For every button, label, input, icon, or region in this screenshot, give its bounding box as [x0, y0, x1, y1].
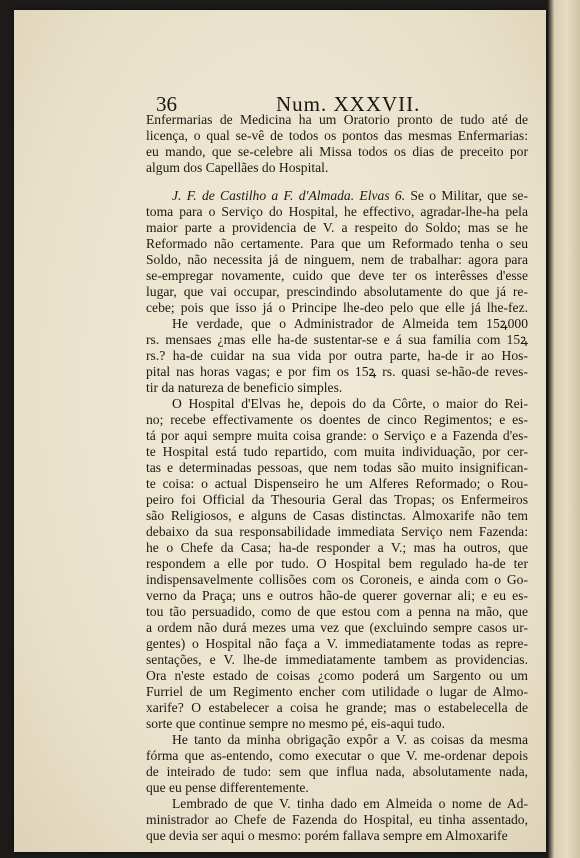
text-line: debaixo da sua responsabilidade immediata Serviço nem Fazenda:	[146, 524, 528, 539]
text-line: sentações, e V. lhe-de immediatamente tambem as providencias.	[146, 652, 528, 667]
text-line: J. F. de Castilho a F. d'Almada. Elvas 6. Se o Militar, que se-	[172, 188, 528, 203]
text-line: que eu pense differentemente.	[146, 780, 309, 795]
paragraph-gap	[146, 176, 528, 188]
text-line: lugar, que vai occupar, prescindindo absolutamente do que já re-	[146, 284, 528, 299]
text-line: O Hospital d'Elvas he, depois do da Côrte, o maior do Rei-	[172, 396, 528, 411]
text-line: indispensavelmente collisões com os Coroneis, e ainda com o Go-	[146, 572, 528, 587]
text-line: He tanto da minha obrigação expôr a V. as coisas da mesma	[172, 732, 528, 747]
text-line: maior parte a providencia de V. a respeito do Soldo; mas se he	[146, 220, 528, 235]
text-line: verno da Praça; uns e outros hão-de querer governar ali; e eu es-	[146, 588, 528, 603]
text-line: Furriel de um Regimento encher com utilidade o lugar de Almo-	[146, 684, 528, 699]
running-head: Num. XXXVII.	[276, 92, 421, 116]
text-line: no; recebe effectivamente os doentes de cinco Regimentos; e es-	[146, 412, 528, 427]
text-line: eu mando, que se-celebre ali Missa todos os dias de preceito por	[146, 144, 528, 159]
text-line: rs.? ha-de cuidar na sua vida por outra parte, ha-de ir ao Hos-	[146, 348, 528, 363]
text-line: He verdade, que o Administrador de Almeida tem 15ꝝ000	[172, 316, 528, 331]
text-line: te Hospital está tudo repartido, com muita individuação, por cer-	[146, 444, 528, 459]
text-line: fórma que as-entendo, como executar o que V. me-ordenar depois	[146, 748, 528, 763]
text-line: rs. mensaes ¿mas elle ha-de sustentar-se e á sua familia com 15ꝝ	[146, 332, 528, 347]
text-line: Soldo, não necessita já de ninguem, nem de trabalhar: agora para	[146, 252, 528, 267]
text-line: tas e determinadas pessoas, que nem todas são muito insignifican-	[146, 460, 528, 475]
text-line: pital nas horas vagas; e por fim os 15ꝝ rs. quasi se-hão-de reves-	[146, 364, 528, 379]
text-line: se-empregar novamente, cuido que deve ter os interêsses d'esse	[146, 268, 528, 283]
text-line: a ordem não durá mezes uma vez que (excluindo sempre casos ur-	[146, 620, 528, 635]
text-line: sorte que continue sempre no mesmo pé, eis-aqui tudo.	[146, 716, 445, 731]
text-line: ministrador ao Chefe de Fazenda do Hospital, eu tinha assentado,	[146, 812, 528, 827]
adjacent-page-edge	[548, 0, 580, 858]
text-line: he o Chefe da Casa; ha-de responder a V.; mas ha outros, que	[146, 540, 528, 555]
text-line: tir da natureza de beneficio simples.	[146, 380, 343, 395]
text-line: tá por aqui sempre muita coisa grande: o Serviço e a Fazenda d'es-	[146, 428, 528, 443]
text-line: são Religiosos, e alguns de Casas distinctas. Almoxarife não tem	[146, 508, 528, 523]
text-line: cebe; pois que isso já o Principe lhe-deo pelo que elle já lhe-fez.	[146, 300, 528, 315]
text-line: que devia ser aqui o mesmo: porém fallava sempre em Almoxarife	[146, 828, 508, 843]
text-line: te coisa: o actual Dispenseiro he um Alferes Reformado; o Rou-	[146, 476, 528, 491]
page-number: 36	[156, 92, 177, 116]
body-text	[146, 112, 528, 844]
text-line: toma para o Serviço do Hospital, he effectivo, agradar-lhe-ha pela	[146, 204, 528, 219]
text-line: peiro foi Official da Thesouria Geral das Tropas; os Enfermeiros	[146, 492, 528, 507]
text-line: gentes) o Hospital não faça a V. immediatamente todas as repre-	[146, 636, 528, 651]
text-line: licença, o qual se-vê de todos os pontos das mesmas Enfermarias:	[146, 128, 528, 143]
text-line: algum dos Capellães do Hospital.	[146, 160, 329, 175]
text-line: xarife? O estabelecer a coisa he grande; mas o estabelecella de	[146, 700, 528, 715]
text-line: tou tão persuadido, como de que estou com a penna na mão, que	[146, 604, 528, 619]
text-line: Lembrado de que V. tinha dado em Almeida o nome de Ad-	[172, 796, 528, 811]
text-line: de inteirado de tudo: sem que influa nada, absolutamente nada,	[146, 764, 528, 779]
text-line: Reformado não certamente. Para que um Reformado tenha o seu	[146, 236, 528, 251]
text-line: Enfermarias de Medicina ha um Oratorio pronto de tudo até de	[146, 112, 528, 127]
text-line: respondem a elle por tudo. O Hospital bem regulado ha-de ter	[146, 556, 528, 571]
text-line: Ora n'este estado de coisas ¿como poderá um Sargento ou um	[146, 668, 528, 683]
